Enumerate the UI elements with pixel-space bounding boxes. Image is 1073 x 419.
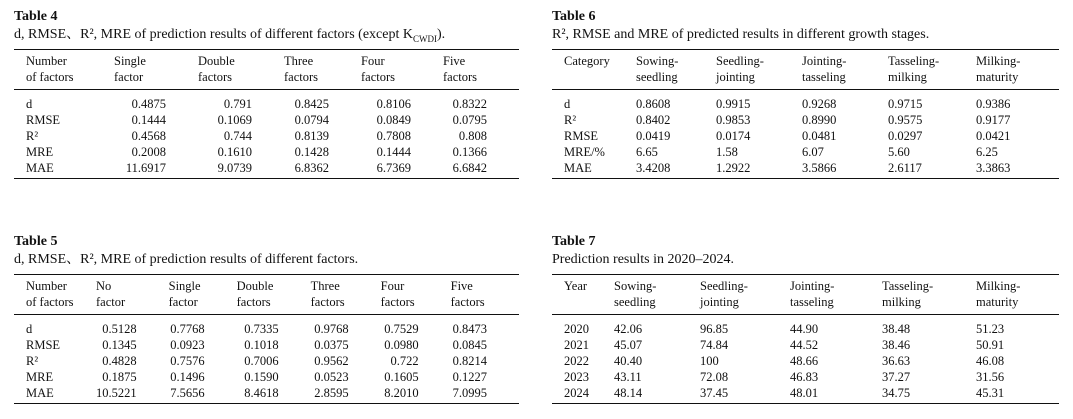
table6-cell: 0.9575: [888, 113, 923, 127]
table4-row-label: MRE: [26, 145, 54, 159]
table7-cell: 74.84: [700, 338, 729, 352]
table6-cell: 5.60: [888, 145, 910, 159]
table5: [14, 274, 519, 404]
table7-row-label: 2022: [564, 354, 589, 368]
table4-cell: 0.7808: [376, 129, 411, 143]
table7-cell: 45.31: [976, 385, 1059, 404]
table4-row: [14, 128, 519, 144]
table7-cell: 37.27: [882, 370, 911, 384]
table7-header-cell: Seedling- jointing: [700, 275, 790, 315]
table7-cell: 42.06: [614, 322, 643, 336]
table7-cell: 96.85: [700, 322, 729, 336]
table4-header-cell: Single factor: [114, 50, 198, 90]
table4-cell: 0.2008: [131, 145, 166, 159]
table6-cell: 0.0421: [976, 129, 1011, 143]
table4-caption-end: ).: [436, 27, 446, 42]
table5-cell: 0.0980: [384, 338, 419, 352]
table5-row: [14, 385, 519, 404]
table5-cell: 0.7529: [384, 322, 419, 336]
table7-header-cell: Jointing- tasseling: [790, 275, 882, 315]
table5-cell: 0.0523: [314, 370, 349, 384]
table5-header-cell: Single factor: [169, 275, 237, 315]
table4-row-label: R²: [26, 129, 39, 143]
table4-cell: 0.8322: [452, 97, 487, 111]
table4-cell: 11.6917: [114, 160, 198, 179]
table5-cell: 0.1345: [102, 338, 137, 352]
table7-cell: 48.14: [614, 385, 700, 404]
table6-cell: 2.6117: [888, 160, 976, 179]
table5-cell: 0.0375: [314, 338, 349, 352]
table5-cell: 0.0845: [452, 338, 487, 352]
table5-row: [14, 315, 519, 338]
table7-cell: 38.48: [882, 322, 911, 336]
table5-cell: 0.8473: [452, 322, 487, 336]
table7-cell: 46.83: [790, 370, 819, 384]
table6: [552, 49, 1059, 179]
table6-cell: 0.0481: [802, 129, 837, 143]
table6-header-cell: Tasseling- milking: [888, 50, 976, 90]
table7-cell: 51.23: [976, 322, 1005, 336]
table6-header-cell: Milking- maturity: [976, 50, 1059, 90]
table7-cell: 48.01: [790, 385, 882, 404]
table6-cell: 0.0174: [716, 129, 751, 143]
table4-row-label: RMSE: [26, 113, 61, 127]
table4-row: [14, 90, 519, 113]
table5-row: [14, 353, 519, 369]
table4-header-cell: Four factors: [361, 50, 443, 90]
table4-cell: 0.8425: [294, 97, 329, 111]
table7-cell: 46.08: [976, 354, 1005, 368]
table7-cell: 48.66: [790, 354, 819, 368]
table7-row: [552, 369, 1059, 385]
table5-cell: 0.1875: [102, 370, 137, 384]
table6-cell: 0.8402: [636, 113, 671, 127]
table5-cell: 0.7768: [170, 322, 205, 336]
table5-cell: 0.1018: [244, 338, 279, 352]
table5-cell: 0.4828: [102, 354, 137, 368]
table4-cell: 0.1366: [452, 145, 487, 159]
table4-cell: 0.791: [223, 97, 252, 111]
table5-row-label: RMSE: [26, 338, 61, 352]
table6-cell: 0.8990: [802, 113, 837, 127]
table7-cell: 100: [700, 354, 719, 368]
table4-cell: 0.8139: [294, 129, 329, 143]
table6-cell: 3.4208: [636, 160, 716, 179]
table4-row-label: d: [26, 97, 33, 111]
table7-header-cell: Tasseling- milking: [882, 275, 976, 315]
table5-row-label: d: [26, 322, 33, 336]
table5-cell: 10.5221: [96, 385, 169, 404]
table7-header-cell: Milking- maturity: [976, 275, 1059, 315]
table4-cell: 0.808: [458, 129, 487, 143]
table4-cell: 0.0794: [294, 113, 329, 127]
table4-cell: 0.1444: [131, 113, 166, 127]
table7-row: [552, 385, 1059, 404]
table5-cell: 0.1496: [170, 370, 205, 384]
table4: [14, 49, 519, 179]
table7-header-cell: Year: [552, 275, 614, 315]
table4-row: [14, 112, 519, 128]
table5-cell: 2.8595: [311, 385, 381, 404]
table4-cell: 0.1610: [217, 145, 252, 159]
table4-label: Table 4: [14, 9, 58, 24]
table4-cell: 0.1428: [294, 145, 329, 159]
table4-cell: 0.1069: [217, 113, 252, 127]
table6-row-label: d: [564, 97, 571, 111]
table6-cell: 0.9715: [888, 97, 923, 111]
table7-row-label: 2023: [564, 370, 589, 384]
table6-row-label: RMSE: [564, 129, 599, 143]
table7-row: [552, 353, 1059, 369]
table4-cell: 0.744: [223, 129, 252, 143]
table6-row: [552, 144, 1059, 160]
table4-caption: [14, 26, 519, 44]
table5-cell: 0.9768: [314, 322, 349, 336]
table4-cell: 0.1444: [376, 145, 411, 159]
table5-row: [14, 369, 519, 385]
table7-row-label: 2020: [564, 322, 589, 336]
table5-header-cell: Five factors: [451, 275, 519, 315]
table4-row: [14, 160, 519, 179]
table7-cell: 50.91: [976, 338, 1005, 352]
table5-cell: 8.2010: [381, 385, 451, 404]
table6-cell: 0.9386: [976, 97, 1011, 111]
table6-header-cell: Category: [552, 50, 636, 90]
table6-header-cell: Jointing- tasseling: [802, 50, 888, 90]
table4-cell: 0.4875: [131, 97, 166, 111]
table4-cell: 0.8106: [376, 97, 411, 111]
table6-cell: 3.5866: [802, 160, 888, 179]
table6-cell: 6.07: [802, 145, 824, 159]
table7-row-label: 2024: [552, 385, 614, 404]
table6-row-label: MRE/%: [564, 145, 605, 159]
table5-cell: 0.722: [390, 354, 419, 368]
table6-cell: 0.9853: [716, 113, 751, 127]
table6-cell: 6.65: [636, 145, 658, 159]
table4-cell: 0.0849: [376, 113, 411, 127]
table5-cell: 0.7576: [170, 354, 205, 368]
table7-cell: 44.52: [790, 338, 819, 352]
table4-caption-text: d, RMSE、R², MRE of prediction results of different factors (except K: [14, 27, 413, 42]
table6-cell: 0.9177: [976, 113, 1011, 127]
table7-caption: Prediction results in 2020–2024.: [552, 252, 734, 267]
table6-row: [552, 160, 1059, 179]
table5-cell: 0.9562: [314, 354, 349, 368]
table4-caption-sub: CWDI: [412, 33, 437, 44]
table7-cell: 31.56: [976, 370, 1005, 384]
table5-header-cell: Three factors: [311, 275, 381, 315]
table6-row-label: MAE: [552, 160, 636, 179]
table7-cell: 36.63: [882, 354, 911, 368]
table5-header-cell: No factor: [96, 275, 169, 315]
table5-cell: 0.8214: [452, 354, 487, 368]
table6-cell: 0.0419: [636, 129, 671, 143]
table5-cell: 0.1227: [452, 370, 487, 384]
table5-cell: 7.0995: [451, 385, 519, 404]
table7-cell: 34.75: [882, 385, 976, 404]
table6-row: [552, 90, 1059, 113]
table7-row: [552, 315, 1059, 338]
table6-cell: 1.58: [716, 145, 738, 159]
table4-block: [14, 8, 519, 179]
table4-header-cell: Number of factors: [14, 50, 114, 90]
table7-block: [552, 233, 1059, 404]
table4-cell: 9.0739: [198, 160, 284, 179]
table7-cell: 45.07: [614, 338, 643, 352]
table5-header-cell: Four factors: [381, 275, 451, 315]
table5-cell: 8.4618: [237, 385, 311, 404]
table7-row: [552, 337, 1059, 353]
table6-cell: 0.9268: [802, 97, 837, 111]
table5-row-label: R²: [26, 354, 39, 368]
table7-cell: 43.11: [614, 370, 642, 384]
table7-label: Table 7: [552, 234, 596, 249]
table5-cell: 0.7335: [244, 322, 279, 336]
table4-row: [14, 144, 519, 160]
table5-header-cell: Double factors: [237, 275, 311, 315]
table6-header-cell: Sowing- seedling: [636, 50, 716, 90]
table7: [552, 274, 1059, 404]
table4-row-label: MAE: [14, 160, 114, 179]
table4-cell: 6.6842: [443, 160, 519, 179]
table6-row: [552, 112, 1059, 128]
table6-header-cell: Seedling- jointing: [716, 50, 802, 90]
table5-cell: 0.5128: [102, 322, 137, 336]
table7-cell: 38.46: [882, 338, 911, 352]
table6-row: [552, 128, 1059, 144]
table6-cell: 3.3863: [976, 160, 1059, 179]
table7-cell: 72.08: [700, 370, 729, 384]
table5-caption: d, RMSE、R², MRE of prediction results of different factors.: [14, 252, 359, 267]
table5-row-label: MRE: [26, 370, 54, 384]
table5-cell: 0.1605: [384, 370, 419, 384]
table5-cell: 0.7006: [244, 354, 279, 368]
table6-label: Table 6: [552, 9, 596, 24]
table4-cell: 0.4568: [131, 129, 166, 143]
table5-label: Table 5: [14, 234, 58, 249]
table4-header-cell: Five factors: [443, 50, 519, 90]
table6-row-label: R²: [564, 113, 577, 127]
table6-cell: 0.8608: [636, 97, 671, 111]
table5-cell: 0.0923: [170, 338, 205, 352]
table6-cell: 6.25: [976, 145, 998, 159]
table4-cell: 6.8362: [284, 160, 361, 179]
table7-header-cell: Sowing- seedling: [614, 275, 700, 315]
table6-caption: R², RMSE and MRE of predicted results in different growth stages.: [552, 27, 930, 42]
table4-header-cell: Double factors: [198, 50, 284, 90]
table6-cell: 1.2922: [716, 160, 802, 179]
table5-cell: 0.1590: [244, 370, 279, 384]
table6-cell: 0.0297: [888, 129, 923, 143]
table7-cell: 44.90: [790, 322, 819, 336]
table5-row: [14, 337, 519, 353]
table7-cell: 40.40: [614, 354, 643, 368]
table4-cell: 0.0795: [452, 113, 487, 127]
table5-cell: 7.5656: [169, 385, 237, 404]
table4-cell: 6.7369: [361, 160, 443, 179]
table5-block: [14, 233, 519, 404]
table6-cell: 0.9915: [716, 97, 751, 111]
table5-row-label: MAE: [14, 385, 96, 404]
table7-row-label: 2021: [564, 338, 589, 352]
table5-header-cell: Number of factors: [14, 275, 96, 315]
table6-block: [552, 8, 1059, 179]
table4-header-cell: Three factors: [284, 50, 361, 90]
table7-cell: 37.45: [700, 385, 790, 404]
